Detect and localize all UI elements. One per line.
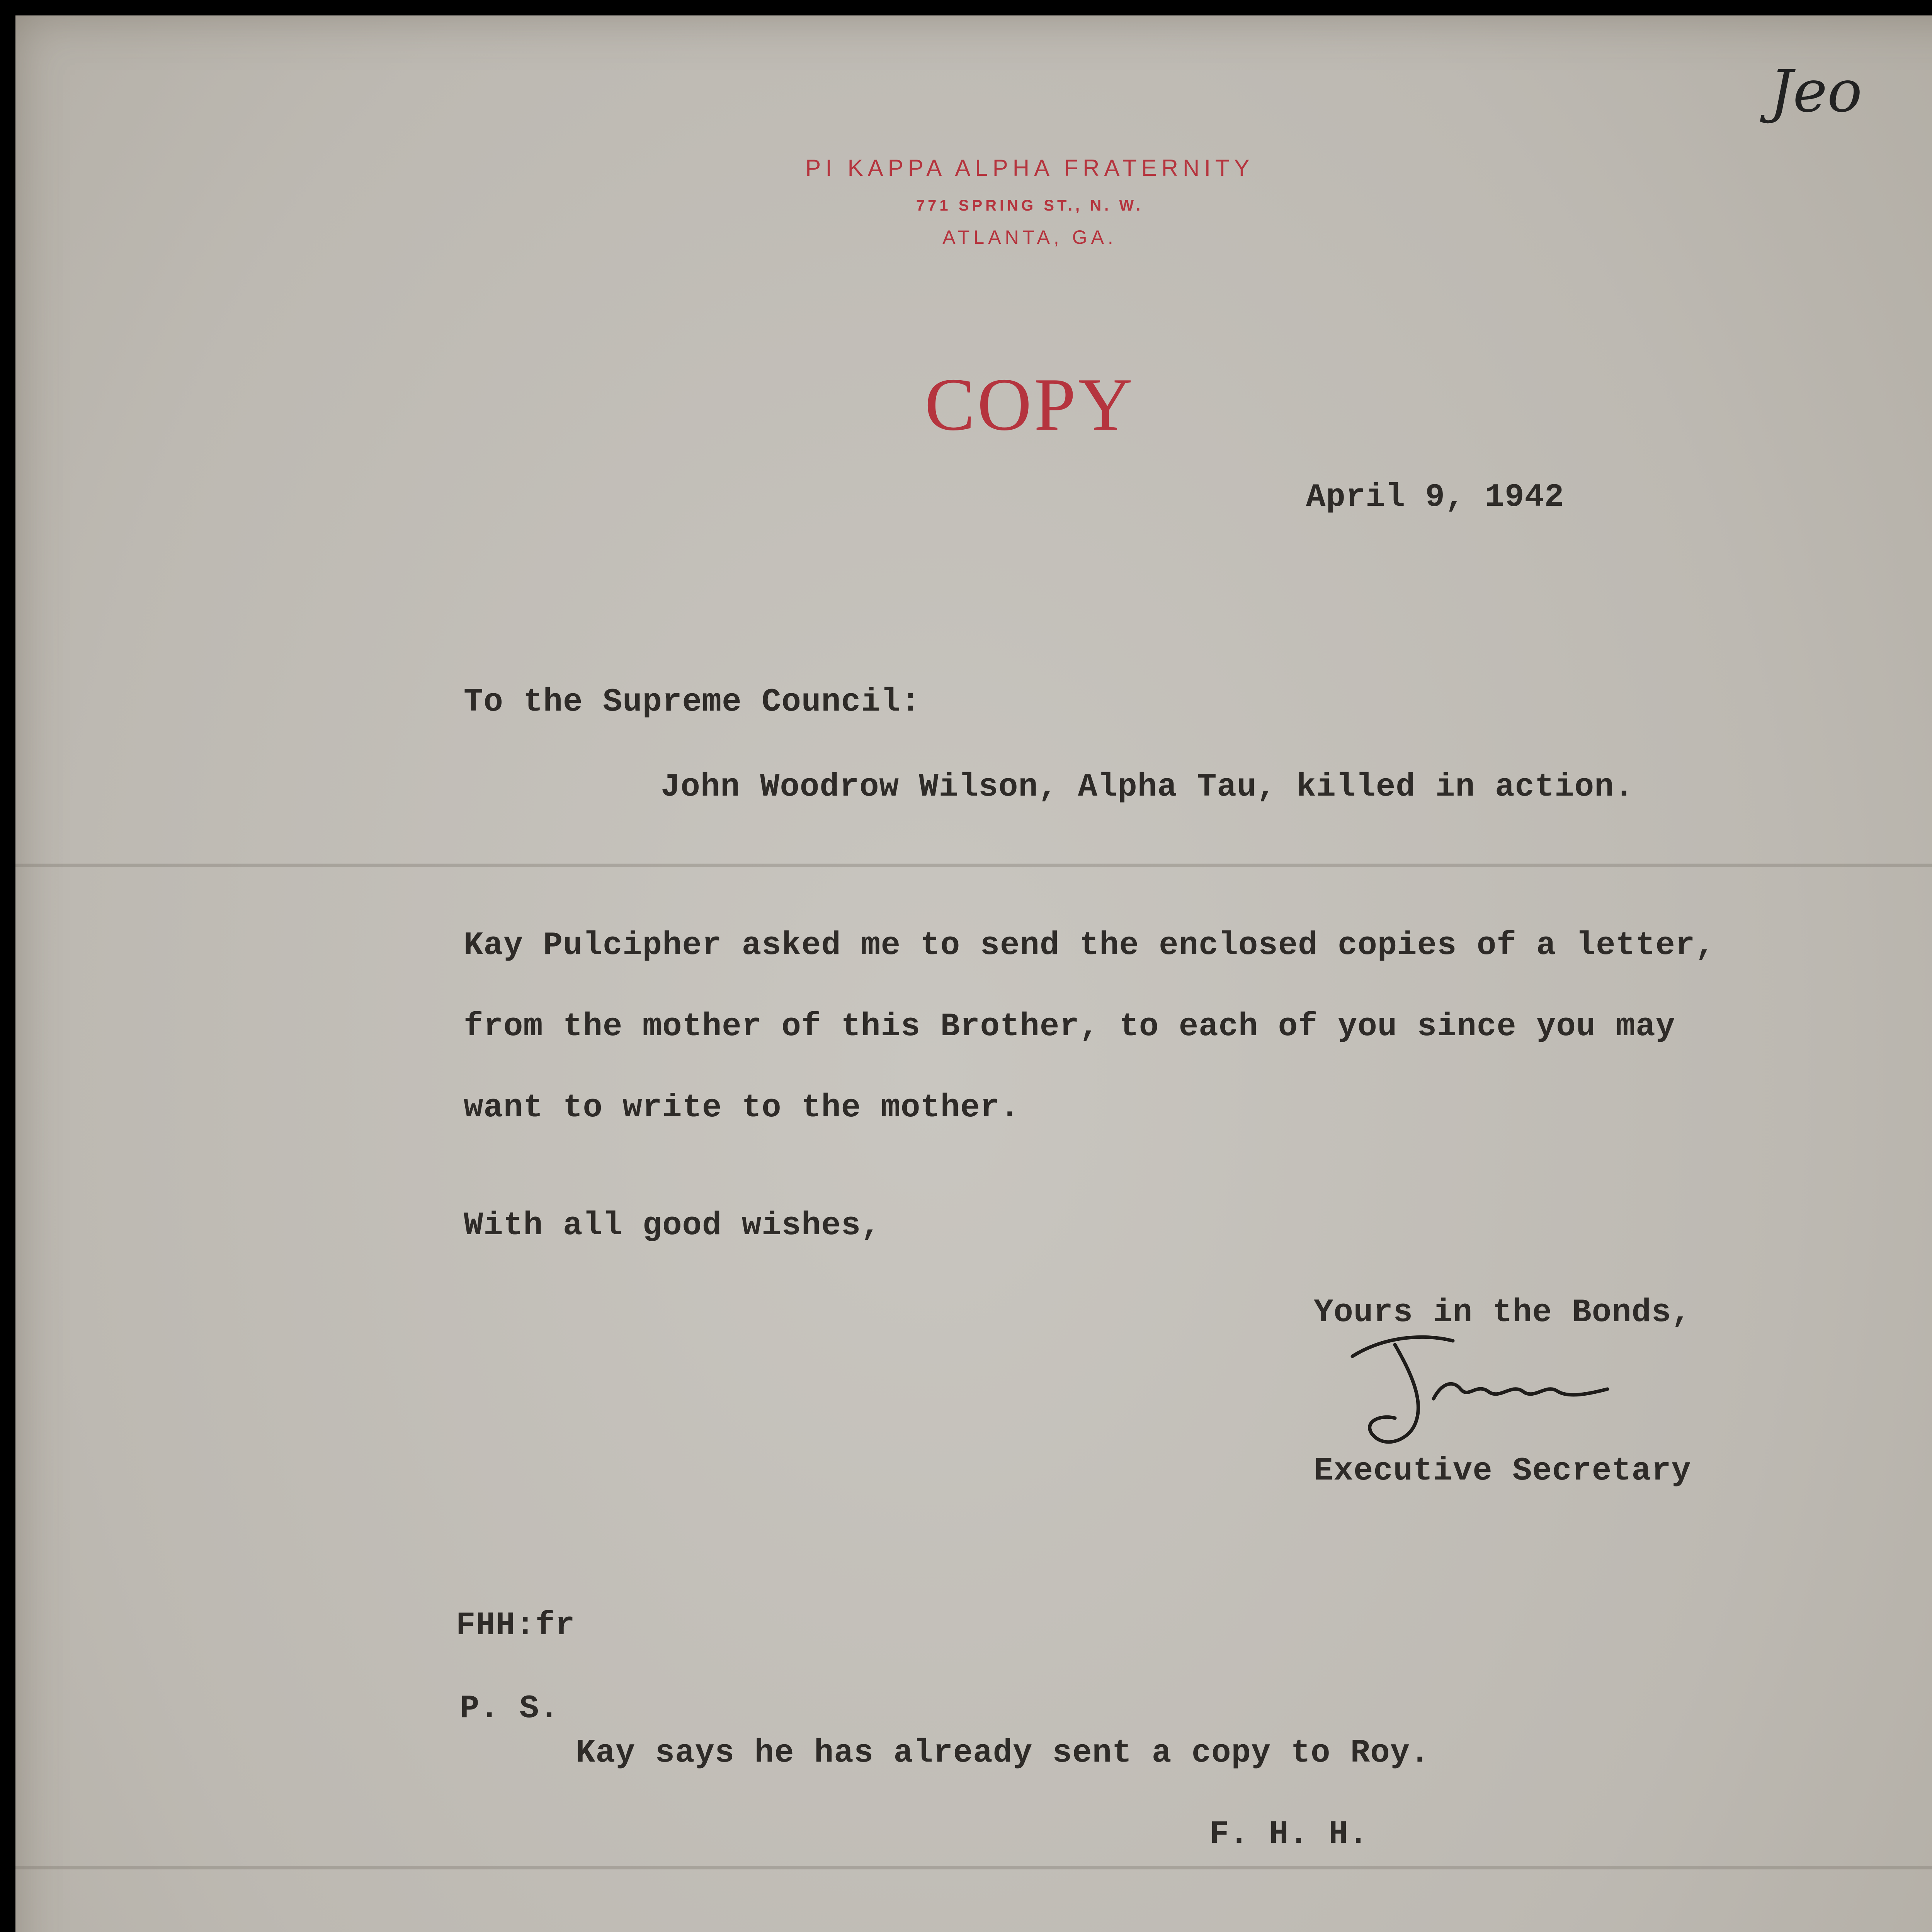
postscript-text: Kay says he has already sent a copy to Roy. bbox=[576, 1735, 1430, 1772]
subject-line: John Woodrow Wilson, Alpha Tau, killed in action. bbox=[661, 769, 1634, 806]
body-line: want to write to the mother. bbox=[464, 1090, 1020, 1126]
letter-date: April 9, 1942 bbox=[1306, 479, 1565, 516]
closing: Yours in the Bonds, bbox=[1314, 1294, 1691, 1331]
corner-handwritten-note: Jeo bbox=[1770, 58, 1862, 125]
salutation: To the Supreme Council: bbox=[464, 684, 921, 721]
letterhead-street: 771 SPRING ST., N. W. bbox=[916, 197, 1144, 214]
letterhead-city: ATLANTA, GA. bbox=[942, 226, 1117, 248]
letter-page bbox=[15, 15, 1932, 1932]
copy-stamp: COPY bbox=[924, 363, 1135, 446]
reference-initials: FHH:fr bbox=[456, 1607, 575, 1644]
letterhead-org: PI KAPPA ALPHA FRATERNITY bbox=[805, 155, 1254, 181]
postscript-initials: F. H. H. bbox=[1209, 1816, 1369, 1853]
good-wishes: With all good wishes, bbox=[464, 1208, 881, 1244]
paper-fold bbox=[15, 1866, 1932, 1869]
body-line: Kay Pulcipher asked me to send the enclosed copies of a letter, bbox=[464, 927, 1715, 964]
postscript-label: P. S. bbox=[460, 1690, 560, 1727]
body-line: from the mother of this Brother, to each of you since you may bbox=[464, 1009, 1675, 1045]
signer-title: Executive Secretary bbox=[1314, 1453, 1691, 1490]
signature-image bbox=[1337, 1325, 1646, 1464]
paper-fold bbox=[15, 864, 1932, 867]
